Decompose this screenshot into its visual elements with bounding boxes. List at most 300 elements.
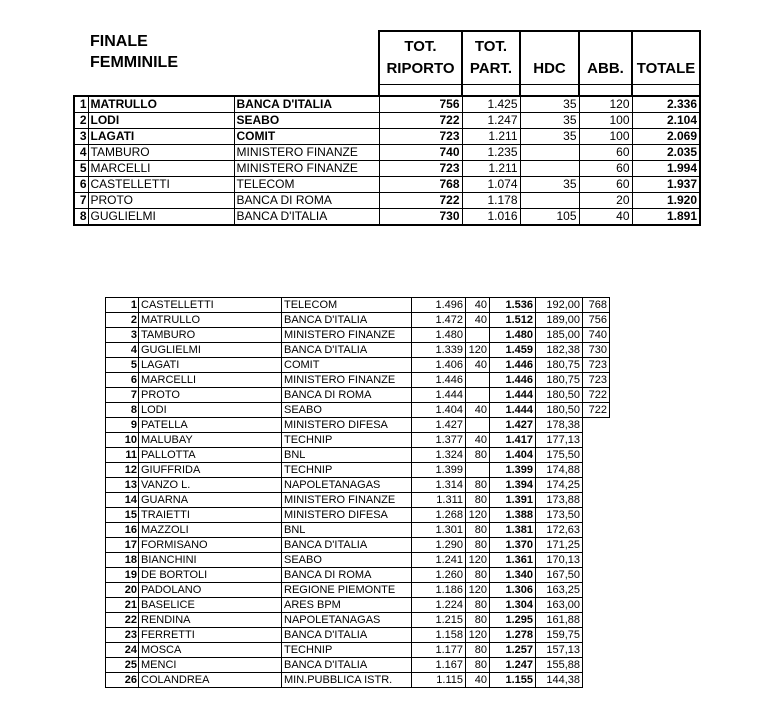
qual-name: PADOLANO — [139, 583, 282, 598]
qual-pins: 1.301 — [412, 523, 466, 538]
qual-position: 18 — [106, 553, 139, 568]
header-totale: TOTALE — [632, 31, 700, 85]
qualification-row — [106, 343, 610, 358]
qualification-row — [106, 388, 610, 403]
qual-carry-over: 756 — [583, 313, 610, 328]
qual-total: 1.446 — [490, 373, 536, 388]
qual-hdc: 80 — [466, 613, 490, 628]
qual-position: 25 — [106, 658, 139, 673]
finale-title-line1: FINALE — [90, 33, 148, 50]
finale-abb: 120 — [579, 96, 632, 113]
qualification-table — [105, 297, 610, 688]
finale-hdc: 105 — [520, 209, 579, 226]
finale-name: TAMBURO — [88, 145, 234, 161]
qual-average: 192,00 — [536, 298, 583, 313]
qual-team: BANCA DI ROMA — [282, 388, 412, 403]
finale-hdc: 35 — [520, 96, 579, 113]
finale-tot-riporto: 730 — [379, 209, 462, 226]
qualification-row — [106, 643, 610, 658]
qual-team: REGIONE PIEMONTE — [282, 583, 412, 598]
qual-pins: 1.339 — [412, 343, 466, 358]
qual-position: 4 — [106, 343, 139, 358]
finale-tot-riporto: 756 — [379, 96, 462, 113]
qual-name: PATELLA — [139, 418, 282, 433]
qual-pins: 1.186 — [412, 583, 466, 598]
qual-total: 1.399 — [490, 463, 536, 478]
qual-name: TAMBURO — [139, 328, 282, 343]
finale-tot-part: 1.211 — [462, 129, 520, 145]
qual-position: 5 — [106, 358, 139, 373]
finale-abb: 100 — [579, 129, 632, 145]
qual-total: 1.404 — [490, 448, 536, 463]
finale-totale: 2.069 — [632, 129, 700, 145]
qual-total: 1.391 — [490, 493, 536, 508]
qualification-row — [106, 538, 610, 553]
qual-hdc: 40 — [466, 298, 490, 313]
finale-name: LODI — [88, 113, 234, 129]
qual-total: 1.446 — [490, 358, 536, 373]
qual-team: COMIT — [282, 358, 412, 373]
qual-hdc: 120 — [466, 628, 490, 643]
finale-position: 4 — [74, 145, 88, 161]
qual-name: COLANDREA — [139, 673, 282, 688]
qual-position: 7 — [106, 388, 139, 403]
qual-total: 1.480 — [490, 328, 536, 343]
qual-average: 170,13 — [536, 553, 583, 568]
qual-total: 1.459 — [490, 343, 536, 358]
header-hdc: HDC — [520, 31, 579, 85]
finale-team: SEABO — [234, 113, 379, 129]
finale-header-row — [74, 31, 700, 85]
finale-hdc — [520, 145, 579, 161]
finale-hdc — [520, 193, 579, 209]
qual-pins: 1.268 — [412, 508, 466, 523]
qual-average: 163,00 — [536, 598, 583, 613]
finale-row — [74, 193, 700, 209]
qual-team: MINISTERO FINANZE — [282, 328, 412, 343]
qual-position: 3 — [106, 328, 139, 343]
qual-hdc: 80 — [466, 643, 490, 658]
qual-position: 2 — [106, 313, 139, 328]
finale-abb: 20 — [579, 193, 632, 209]
qual-total: 1.340 — [490, 568, 536, 583]
qual-team: TECHNIP — [282, 433, 412, 448]
qual-total: 1.388 — [490, 508, 536, 523]
qual-team: BANCA D'ITALIA — [282, 343, 412, 358]
qual-total: 1.444 — [490, 403, 536, 418]
qual-total: 1.512 — [490, 313, 536, 328]
qual-hdc — [466, 328, 490, 343]
qual-hdc — [466, 373, 490, 388]
qual-pins: 1.324 — [412, 448, 466, 463]
qual-name: VANZO L. — [139, 478, 282, 493]
qual-total: 1.444 — [490, 388, 536, 403]
finale-row — [74, 129, 700, 145]
qual-pins: 1.444 — [412, 388, 466, 403]
qualification-row — [106, 568, 610, 583]
qual-carry-over: 768 — [583, 298, 610, 313]
finale-totale: 2.104 — [632, 113, 700, 129]
qualification-row — [106, 478, 610, 493]
qual-name: FORMISANO — [139, 538, 282, 553]
qual-average: 144,38 — [536, 673, 583, 688]
qualification-row — [106, 523, 610, 538]
qual-pins: 1.446 — [412, 373, 466, 388]
qual-name: CASTELLETTI — [139, 298, 282, 313]
qual-total: 1.257 — [490, 643, 536, 658]
qual-pins: 1.167 — [412, 658, 466, 673]
qual-carry-over: 730 — [583, 343, 610, 358]
qual-name: LODI — [139, 403, 282, 418]
finale-position: 8 — [74, 209, 88, 226]
qual-average: 178,38 — [536, 418, 583, 433]
finale-team: TELECOM — [234, 177, 379, 193]
qual-team: NAPOLETANAGAS — [282, 478, 412, 493]
finale-name: LAGATI — [88, 129, 234, 145]
qual-average: 180,50 — [536, 388, 583, 403]
header-abb: ABB. — [579, 31, 632, 85]
finale-row — [74, 113, 700, 129]
finale-hdc: 35 — [520, 129, 579, 145]
qual-position: 1 — [106, 298, 139, 313]
qual-hdc — [466, 418, 490, 433]
qual-total: 1.278 — [490, 628, 536, 643]
qual-position: 10 — [106, 433, 139, 448]
finale-title-line2: FEMMINILE — [90, 54, 178, 71]
qual-average: 161,88 — [536, 613, 583, 628]
finale-position: 7 — [74, 193, 88, 209]
finale-abb: 60 — [579, 161, 632, 177]
qual-pins: 1.314 — [412, 478, 466, 493]
qualification-row — [106, 673, 610, 688]
finale-team: BANCA D'ITALIA — [234, 209, 379, 226]
finale-row — [74, 209, 700, 226]
qual-hdc: 80 — [466, 538, 490, 553]
qual-hdc: 40 — [466, 358, 490, 373]
qual-team: BANCA D'ITALIA — [282, 658, 412, 673]
finale-totale: 2.035 — [632, 145, 700, 161]
qual-hdc: 80 — [466, 478, 490, 493]
qual-name: MATRULLO — [139, 313, 282, 328]
qual-team: TECHNIP — [282, 463, 412, 478]
finale-position: 5 — [74, 161, 88, 177]
qual-pins: 1.472 — [412, 313, 466, 328]
qual-pins: 1.311 — [412, 493, 466, 508]
finale-abb: 40 — [579, 209, 632, 226]
qual-pins: 1.260 — [412, 568, 466, 583]
qual-average: 189,00 — [536, 313, 583, 328]
qual-hdc: 80 — [466, 568, 490, 583]
finale-tot-part: 1.074 — [462, 177, 520, 193]
qual-position: 22 — [106, 613, 139, 628]
qual-carry-over: 740 — [583, 328, 610, 343]
qualification-row — [106, 358, 610, 373]
qual-hdc: 80 — [466, 598, 490, 613]
qual-name: PROTO — [139, 388, 282, 403]
qual-average: 173,88 — [536, 493, 583, 508]
qualification-row — [106, 418, 610, 433]
finale-hdc — [520, 161, 579, 177]
finale-name: MARCELLI — [88, 161, 234, 177]
finale-position: 3 — [74, 129, 88, 145]
qual-average: 182,38 — [536, 343, 583, 358]
qual-average: 167,50 — [536, 568, 583, 583]
qual-hdc: 80 — [466, 448, 490, 463]
qual-team: SEABO — [282, 403, 412, 418]
qual-average: 173,50 — [536, 508, 583, 523]
qual-hdc: 120 — [466, 553, 490, 568]
finale-team: MINISTERO FINANZE — [234, 145, 379, 161]
finale-abb: 60 — [579, 177, 632, 193]
finale-name: GUGLIELMI — [88, 209, 234, 226]
qualification-row — [106, 448, 610, 463]
qual-total: 1.427 — [490, 418, 536, 433]
qual-total: 1.295 — [490, 613, 536, 628]
qual-name: MAZZOLI — [139, 523, 282, 538]
qual-pins: 1.377 — [412, 433, 466, 448]
finale-team: COMIT — [234, 129, 379, 145]
qual-average: 157,13 — [536, 643, 583, 658]
finale-totale: 1.891 — [632, 209, 700, 226]
finale-abb: 100 — [579, 113, 632, 129]
qual-pins: 1.480 — [412, 328, 466, 343]
qual-pins: 1.224 — [412, 598, 466, 613]
finale-totale: 1.994 — [632, 161, 700, 177]
finale-tot-riporto: 722 — [379, 113, 462, 129]
qual-carry-over: 722 — [583, 388, 610, 403]
qualification-row — [106, 553, 610, 568]
qual-average: 175,50 — [536, 448, 583, 463]
qual-pins: 1.290 — [412, 538, 466, 553]
qual-average: 174,88 — [536, 463, 583, 478]
qual-team: MINISTERO DIFESA — [282, 418, 412, 433]
qual-team: TELECOM — [282, 298, 412, 313]
qualification-row — [106, 658, 610, 673]
finale-hdc: 35 — [520, 177, 579, 193]
qual-team: BANCA D'ITALIA — [282, 313, 412, 328]
qual-average: 171,25 — [536, 538, 583, 553]
finale-row — [74, 177, 700, 193]
finale-name: CASTELLETTI — [88, 177, 234, 193]
finale-tot-riporto: 723 — [379, 129, 462, 145]
qual-position: 26 — [106, 673, 139, 688]
qual-position: 15 — [106, 508, 139, 523]
qual-total: 1.394 — [490, 478, 536, 493]
finale-abb: 60 — [579, 145, 632, 161]
qual-team: BANCA DI ROMA — [282, 568, 412, 583]
finale-totale: 2.336 — [632, 96, 700, 113]
finale-tot-part: 1.178 — [462, 193, 520, 209]
qual-name: MENCI — [139, 658, 282, 673]
finale-tot-riporto: 768 — [379, 177, 462, 193]
qual-hdc: 80 — [466, 523, 490, 538]
qual-name: RENDINA — [139, 613, 282, 628]
qualification-row — [106, 583, 610, 598]
qual-hdc: 120 — [466, 508, 490, 523]
finale-team: MINISTERO FINANZE — [234, 161, 379, 177]
finale-row — [74, 145, 700, 161]
qual-team: BANCA D'ITALIA — [282, 538, 412, 553]
qual-hdc: 120 — [466, 343, 490, 358]
qual-pins: 1.399 — [412, 463, 466, 478]
qual-average: 180,75 — [536, 373, 583, 388]
finale-position: 1 — [74, 96, 88, 113]
finale-hdc: 35 — [520, 113, 579, 129]
qual-pins: 1.215 — [412, 613, 466, 628]
qual-average: 174,25 — [536, 478, 583, 493]
qual-position: 16 — [106, 523, 139, 538]
qual-position: 23 — [106, 628, 139, 643]
qual-position: 13 — [106, 478, 139, 493]
qual-name: PALLOTTA — [139, 448, 282, 463]
qual-name: BASELICE — [139, 598, 282, 613]
qual-hdc: 80 — [466, 493, 490, 508]
qual-total: 1.304 — [490, 598, 536, 613]
qual-name: GIUFFRIDA — [139, 463, 282, 478]
qualification-row — [106, 628, 610, 643]
qual-position: 19 — [106, 568, 139, 583]
finale-table — [73, 30, 701, 226]
finale-tot-part: 1.211 — [462, 161, 520, 177]
qual-name: FERRETTI — [139, 628, 282, 643]
qual-total: 1.247 — [490, 658, 536, 673]
qual-average: 155,88 — [536, 658, 583, 673]
qualification-row — [106, 463, 610, 478]
qual-position: 6 — [106, 373, 139, 388]
qual-total: 1.536 — [490, 298, 536, 313]
qual-position: 20 — [106, 583, 139, 598]
qual-carry-over: 723 — [583, 373, 610, 388]
qual-average: 180,50 — [536, 403, 583, 418]
qual-total: 1.417 — [490, 433, 536, 448]
finale-position: 2 — [74, 113, 88, 129]
qualification-row — [106, 598, 610, 613]
header-tot-part: TOT. PART. — [462, 31, 520, 85]
qual-position: 14 — [106, 493, 139, 508]
qual-total: 1.381 — [490, 523, 536, 538]
qual-hdc: 40 — [466, 433, 490, 448]
qual-hdc: 80 — [466, 658, 490, 673]
qual-team: ARES BPM — [282, 598, 412, 613]
qual-total: 1.306 — [490, 583, 536, 598]
qual-pins: 1.427 — [412, 418, 466, 433]
qual-team: BNL — [282, 523, 412, 538]
qual-hdc — [466, 388, 490, 403]
finale-tot-part: 1.425 — [462, 96, 520, 113]
qual-position: 17 — [106, 538, 139, 553]
qualification-row — [106, 373, 610, 388]
finale-tot-part: 1.016 — [462, 209, 520, 226]
finale-position: 6 — [74, 177, 88, 193]
qual-average: 185,00 — [536, 328, 583, 343]
qual-pins: 1.115 — [412, 673, 466, 688]
qual-average: 172,63 — [536, 523, 583, 538]
qual-pins: 1.241 — [412, 553, 466, 568]
qual-carry-over: 723 — [583, 358, 610, 373]
finale-tot-riporto: 722 — [379, 193, 462, 209]
qual-name: GUARNA — [139, 493, 282, 508]
qualification-row — [106, 433, 610, 448]
qual-pins: 1.406 — [412, 358, 466, 373]
qual-name: LAGATI — [139, 358, 282, 373]
qual-team: BANCA D'ITALIA — [282, 628, 412, 643]
qual-total: 1.370 — [490, 538, 536, 553]
qual-name: MOSCA — [139, 643, 282, 658]
finale-title — [74, 31, 234, 85]
finale-row — [74, 96, 700, 113]
qualification-row — [106, 313, 610, 328]
qual-name: MARCELLI — [139, 373, 282, 388]
finale-name: MATRULLO — [88, 96, 234, 113]
qual-pins: 1.404 — [412, 403, 466, 418]
finale-tot-part: 1.247 — [462, 113, 520, 129]
qual-hdc: 120 — [466, 583, 490, 598]
finale-row — [74, 161, 700, 177]
qual-team: NAPOLETANAGAS — [282, 613, 412, 628]
qual-hdc: 40 — [466, 313, 490, 328]
qual-team: BNL — [282, 448, 412, 463]
qual-hdc — [466, 463, 490, 478]
qual-team: SEABO — [282, 553, 412, 568]
qual-name: BIANCHINI — [139, 553, 282, 568]
qual-hdc: 40 — [466, 673, 490, 688]
qual-team: TECHNIP — [282, 643, 412, 658]
finale-gap-row — [74, 85, 700, 97]
finale-totale: 1.937 — [632, 177, 700, 193]
header-tot-riporto: TOT. RIPORTO — [379, 31, 462, 85]
qualification-row — [106, 493, 610, 508]
qual-average: 159,75 — [536, 628, 583, 643]
finale-tot-part: 1.235 — [462, 145, 520, 161]
qual-position: 9 — [106, 418, 139, 433]
qual-position: 8 — [106, 403, 139, 418]
qualification-row — [106, 613, 610, 628]
qual-name: MALUBAY — [139, 433, 282, 448]
qual-position: 24 — [106, 643, 139, 658]
qual-average: 177,13 — [536, 433, 583, 448]
qualification-row — [106, 328, 610, 343]
finale-name: PROTO — [88, 193, 234, 209]
qual-team: MINISTERO DIFESA — [282, 508, 412, 523]
qual-position: 21 — [106, 598, 139, 613]
qual-team: MIN.PUBBLICA ISTR. — [282, 673, 412, 688]
qual-total: 1.361 — [490, 553, 536, 568]
qual-average: 163,25 — [536, 583, 583, 598]
finale-tot-riporto: 740 — [379, 145, 462, 161]
qual-position: 11 — [106, 448, 139, 463]
finale-team: BANCA D'ITALIA — [234, 96, 379, 113]
finale-team: BANCA DI ROMA — [234, 193, 379, 209]
qual-name: TRAIETTI — [139, 508, 282, 523]
qual-pins: 1.496 — [412, 298, 466, 313]
qual-name: DE BORTOLI — [139, 568, 282, 583]
finale-totale: 1.920 — [632, 193, 700, 209]
finale-tot-riporto: 723 — [379, 161, 462, 177]
qual-hdc: 40 — [466, 403, 490, 418]
qual-name: GUGLIELMI — [139, 343, 282, 358]
qualification-row — [106, 403, 610, 418]
qual-position: 12 — [106, 463, 139, 478]
qual-total: 1.155 — [490, 673, 536, 688]
qual-pins: 1.177 — [412, 643, 466, 658]
qual-team: MINISTERO FINANZE — [282, 373, 412, 388]
qual-team: MINISTERO FINANZE — [282, 493, 412, 508]
qual-carry-over: 722 — [583, 403, 610, 418]
qual-pins: 1.158 — [412, 628, 466, 643]
qualification-row — [106, 298, 610, 313]
qualification-row — [106, 508, 610, 523]
qual-average: 180,75 — [536, 358, 583, 373]
